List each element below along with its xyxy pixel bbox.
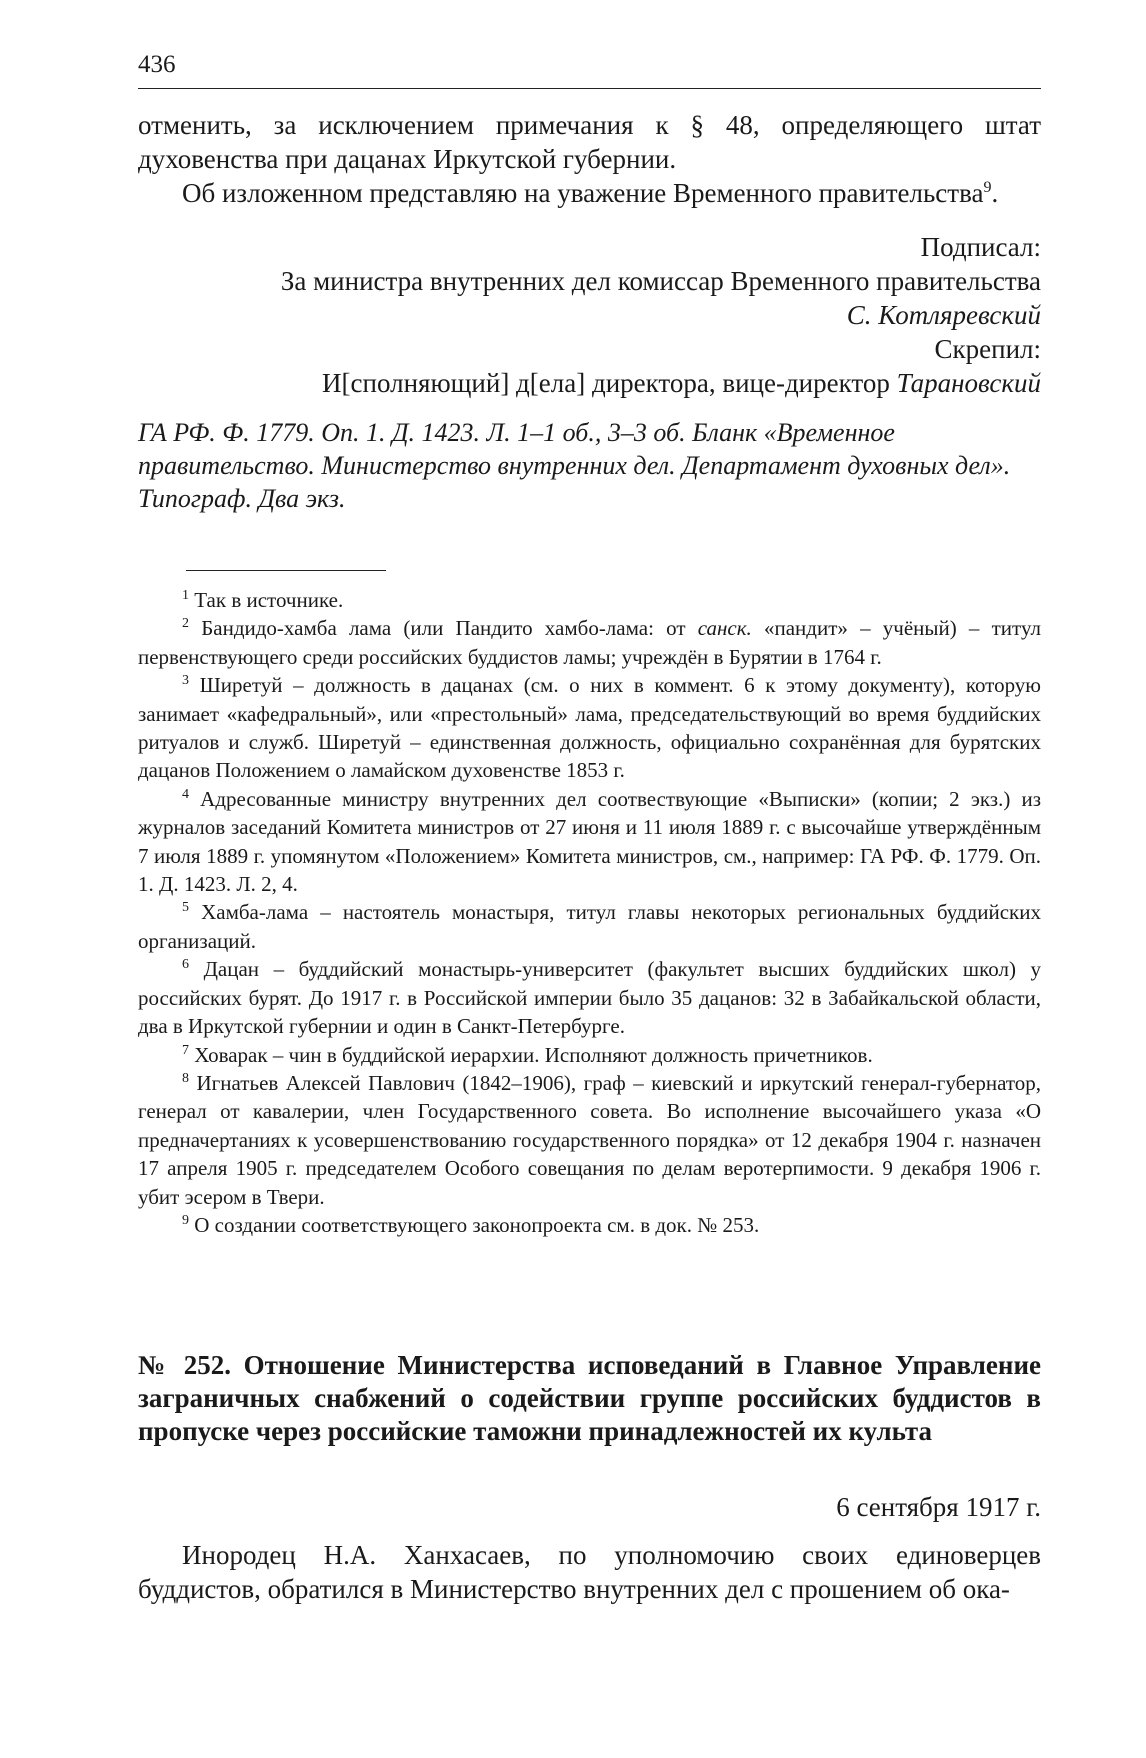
footnote-text: О создании соответствующего законопроекта см. в док. № 253.	[194, 1212, 760, 1237]
countersigner-line	[138, 366, 1041, 400]
footnote-number: 1	[182, 588, 189, 603]
countersigner-name: Тарановский	[896, 368, 1041, 398]
footnotes	[138, 586, 1041, 1239]
document-body-paragraph: Инородец Н.А. Ханхасаев, по уполномочию своих единоверцев буддистов, обратился в Министерство внутренних дел с прошением об ока-	[138, 1540, 1041, 1604]
footnote-text: Бандидо-хамба лама (или Пандито хамбо-лама: от	[201, 616, 698, 641]
signature-block	[138, 230, 1041, 400]
footnote-number: 6	[182, 957, 189, 973]
signer-name: С. Котляревский	[846, 300, 1041, 330]
archive-reference: ГА РФ. Ф. 1779. Оп. 1. Д. 1423. Л. 1–1 об., 3–3 об. Бланк «Временное правительство. Министерство внутренних дел. Департамент духовных дел». Типограф. Два экз.	[138, 418, 1011, 513]
footnote-number: 9	[182, 1212, 189, 1228]
header-rule	[138, 88, 1041, 89]
paragraph-conclusion-period: .	[991, 178, 999, 208]
footnote-text: Дацан – буддийский монастырь-университет (факультет высших буддийских школ) у российских бурят. До 1917 г. в Российской империи было 35 дацанов: 32 в Забайкальской области, два в Иркутской губернии и один в Санкт-Петербурге.	[138, 957, 1041, 1039]
footnote-8	[138, 1069, 1041, 1211]
footnote-number: 5	[182, 900, 189, 916]
footnote-text: Ховарак – чин в буддийской иерархии. Исполняют должность причетников.	[194, 1042, 873, 1067]
signed-label: Подписал:	[920, 232, 1041, 262]
paragraph-continued: отменить, за исключением примечания к § 48, определяющего штат духовенства при дацанах Иркутской губернии.	[138, 110, 1041, 174]
footnote-text: Ширетуй – должность в дацанах (см. о них в коммент. 6 к этому документу), которую занимает «кафедральный», или «престольный» лама, председательствующий во время буддийских ритуалов и служб. Ширетуй – единственная должность, официально сохранённая для бурятских дацанов Положением о ламайском духовенстве 1853 г.	[138, 673, 1041, 783]
footnote-ref-9: 9	[983, 179, 992, 196]
footnote-separator	[186, 570, 386, 571]
paragraph-conclusion	[138, 176, 1041, 210]
document-heading: № 252. Отношение Министерства исповеданий в Главное Управление заграничных снабжений о содействии группе российских буддистов в пропуске через российские таможни принадлежностей их культа	[138, 1350, 1041, 1446]
footnote-text: Игнатьев Алексей Павлович (1842–1906), граф – киевский и иркутский генерал-губернатор, генерал от кавалерии, член Государственного совета. Во исполнение высочайшего указа «О предначертаниях к усовершенствованию государственного порядка» от 12 декабря 1904 г. назначен 17 апреля 1905 г. председателем Особого совещания по делам веротерпимости. 9 декабря 1906 г. убит эсером в Твери.	[138, 1070, 1042, 1209]
footnote-6	[138, 955, 1041, 1040]
footnote-text-cont: «пандит» – учёный) – титул первенствующего среди российских буддистов ламы; учреждён в Бурятии в 1764 г.	[138, 616, 1041, 669]
signer-title: За министра внутренних дел комиссар Временного правительства	[280, 266, 1041, 296]
page-number: 436	[138, 51, 176, 78]
footnote-number: 8	[182, 1070, 189, 1086]
document-body	[138, 1538, 1041, 1606]
footnote-9	[138, 1211, 1041, 1239]
footnote-number: 4	[182, 786, 189, 802]
footnote-text: Адресованные министру внутренних дел соотвествующие «Выписки» (копии; 2 экз.) из журналов заседаний Комитета министров от 27 июня и 11 июля 1889 г. с высочайше утверждённым 7 июля 1889 г. упомянутом «Положением» Комитета министров, см., например: ГА РФ. Ф. 1779. Оп. 1. Д. 1423. Л. 2, 4.	[138, 786, 1041, 897]
footnote-text: Так в источнике.	[194, 588, 344, 612]
footnote-7	[138, 1041, 1041, 1069]
paragraph-conclusion-text: Об изложенном представляю на уважение Временного правительства	[182, 178, 984, 208]
footnote-3	[138, 671, 1041, 785]
footnote-2	[138, 614, 1041, 671]
footnote-number: 2	[182, 616, 189, 632]
footnote-italic: санск.	[697, 616, 752, 641]
footnote-1	[138, 586, 1041, 614]
footnote-4	[138, 785, 1041, 899]
footnote-number: 7	[182, 1042, 189, 1058]
footnote-number: 3	[182, 673, 189, 689]
footnote-5	[138, 898, 1041, 955]
main-text	[138, 108, 1041, 515]
countersigner-title: И[сполняющий] д[ела] директора, вице-директор	[322, 368, 890, 398]
countersigned-label: Скрепил:	[934, 334, 1041, 364]
document-date: 6 сентября 1917 г.	[836, 1492, 1041, 1522]
footnote-text: Хамба-лама – настоятель монастыря, титул главы некоторых региональных буддийских организаций.	[138, 900, 1041, 953]
